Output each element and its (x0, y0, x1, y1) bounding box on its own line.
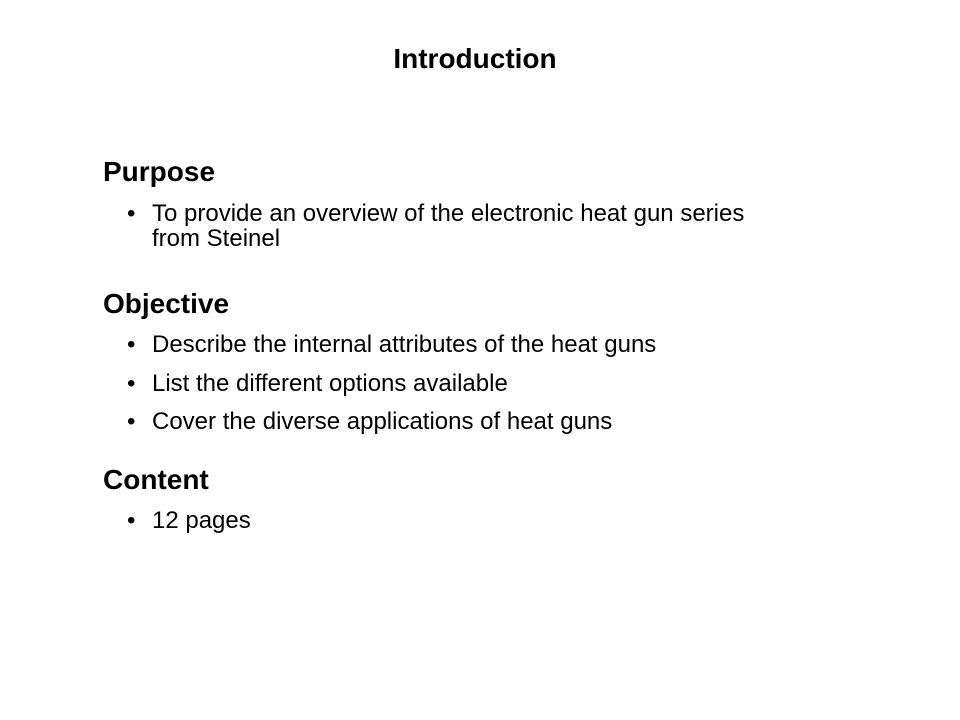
bullet-item (103, 509, 783, 534)
bullet-list-objective (103, 333, 783, 435)
bullet-dot-icon: • (127, 408, 136, 435)
bullet-text: To provide an overview of the electronic heat gun series from Steinel (152, 200, 745, 252)
bullet-item (103, 369, 783, 397)
slide-title: Introduction (393, 43, 557, 74)
bullet-item (103, 202, 783, 251)
bullet-dot-icon: • (127, 200, 136, 227)
bullet-dot-icon: • (127, 331, 136, 358)
bullet-list-content (103, 509, 783, 534)
section-heading-objective: Objective (103, 288, 230, 319)
bullet-list-purpose (103, 202, 783, 251)
bullet-dot-icon: • (127, 507, 136, 534)
section-heading-content: Content (103, 464, 209, 495)
bullet-dot-icon: • (127, 369, 136, 397)
section-heading-purpose: Purpose (103, 156, 216, 187)
bullet-item (103, 333, 783, 358)
bullet-text: List the different options available (152, 369, 508, 397)
bullet-item (103, 410, 783, 435)
bullet-text: Cover the diverse applications of heat guns (152, 408, 613, 435)
bullet-text: 12 pages (152, 507, 251, 534)
bullet-text: Describe the internal attributes of the heat guns (152, 331, 657, 358)
